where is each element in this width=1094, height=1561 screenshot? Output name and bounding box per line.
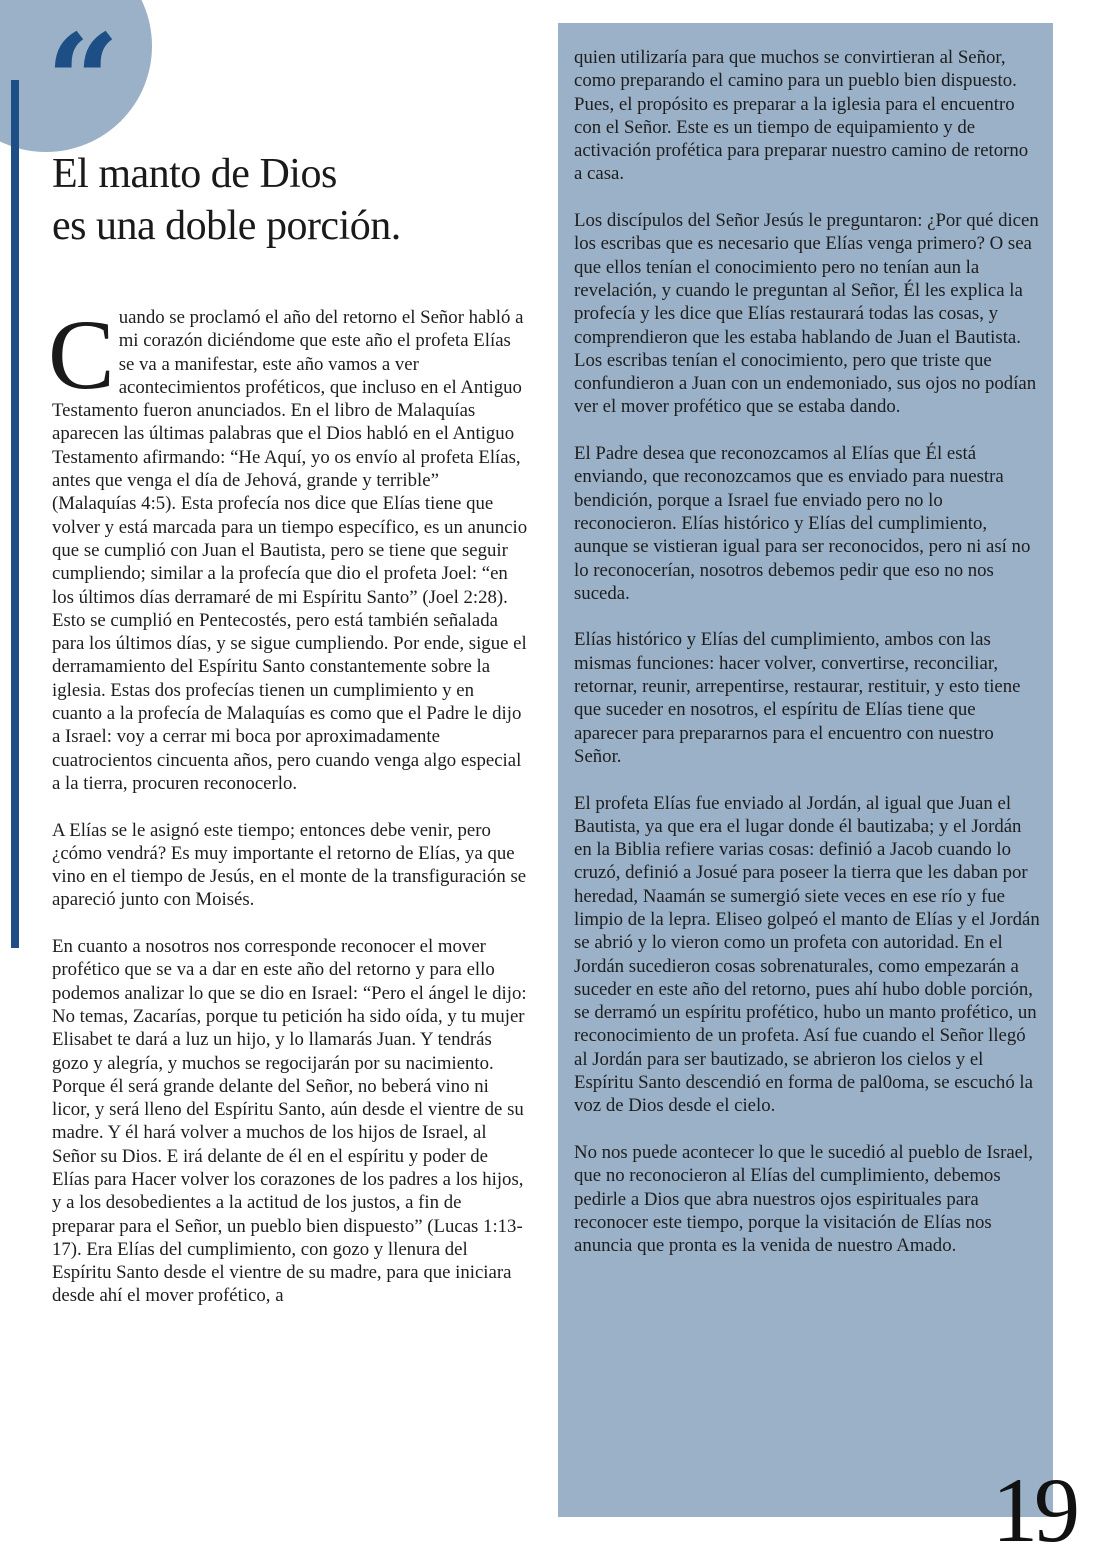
paragraph: En cuanto a nosotros nos corresponde reconocer el mover profético que se va a dar en este año del retorno y para ello podemos analizar lo que se dio en Israel: “Pero el ángel le dijo: No temas, Zacarías, porque tu petición ha sido oída, y tu mujer Elisabet te dará a luz un hijo, y lo llamarás Juan. Y tendrás gozo y alegría, y muchos se regocijarán por su nacimiento. Porque él será grande delante del Señor, no beberá vino ni licor, y será lleno del Espíritu Santo, aún desde el vientre de su madre. Y él hará volver a muchos de los hijos de Israel, al Señor su Dios. E irá delante de él en el espíritu y poder de Elías para Hacer volver los corazones de los padres a los hijos, y a los desobedientes a la actitud de los justos, a fin de preparar para el Señor, un pueblo bien dispuesto” (Lucas 1:13-17). Era Elías del cumplimiento, con gozo y llenura del Espíritu Santo desde el vientre de su madre, para que iniciara desde ahí el mover profético, a	[52, 936, 527, 1307]
paragraph: Elías histórico y Elías del cumplimiento, ambos con las mismas funciones: hacer volver, convertirse, reconciliar, retornar, reunir, arrepentirse, restaurar, restituir, y esto tiene que suceder en nosotros, el espíritu de Elías tiene que aparecer para prepararnos para el encuentro con nuestro Señor.	[574, 629, 1021, 767]
paragraph: A Elías se le asignó este tiempo; entonces debe venir, pero ¿cómo vendrá? Es muy importante el retorno de Elías, ya que vino en el tiempo de Jesús, en el monte de la transfiguración se apareció junto con Moisés.	[52, 819, 527, 911]
accent-vertical-bar	[11, 80, 19, 948]
title-line-2: es una doble porción.	[52, 203, 401, 249]
paragraph: El Padre desea que reconozcamos al Elías que Él está enviando, que reconozcamos que es enviado para nuestra bendición, porque a Israel fue enviado pero no lo reconocieron. Elías histórico y Elías del cumplimiento, aunque se vistieran igual para ser reconocidos, pero ni así no lo reconocerían, nosotros debemos pedir que eso no nos suceda.	[574, 443, 1031, 604]
paragraph-text: uando se proclamó el año del retorno el Señor habló a mi corazón diciéndome que este año el profeta Elías se va a manifestar, este año vamos a ver acontecimientos proféticos, que incluso en el Antiguo Testamento fueron anunciados. En el libro de Malaquías aparecen las últimas palabras que el Dios habló en el Antiguo Testamento afirmando: “He Aquí, yo os envío al profeta Elías, antes que venga el día de Jehová, grande y terrible” (Malaquías 4:5). Esta profecía nos dice que Elías tiene que volver y está marcada para un tiempo específico, es un anuncio que se cumplió con Juan el Bautista, pero se tiene que seguir cumpliendo; similar a la profecía que dio el profeta Joel: “en los últimos días derramaré de mi Espíritu Santo” (Joel 2:28). Esto se cumplió en Pentecostés, pero está también señalada para los últimos días, y se sigue cumpliendo. Por ende, sigue el derramamiento del Espíritu Santo constantemente sobre la iglesia. Estas dos profecías tienen un cumplimiento y en cuanto a la profecía de Malaquías es como que el Padre le dijo a Israel: voy a cerrar mi boca por aproximadamente cuatrocientos cincuenta años, pero cuando venga algo especial a la tierra, procuren reconocerlo.	[52, 307, 528, 794]
title-line-1: El manto de Dios	[52, 151, 337, 197]
paragraph	[48, 299, 528, 795]
quote-mark-icon: “	[46, 7, 114, 157]
paragraph: El profeta Elías fue enviado al Jordán, al igual que Juan el Bautista, ya que era el lugar donde él bautizaba; y el Jordán en la Biblia refiere varias cosas: definió a Jacob cuando lo cruzó, definió a Josué para poseer la tierra que les daban por heredad, Naamán se sumergió siete veces en ese río y fue limpio de la lepra. Eliseo golpeó el manto de Elías y el Jordán se abrió y lo vieron como un profeta con autoridad. En el Jordán sucedieron cosas sobrenaturales, como empezarán a suceder en este año del retorno, pues ahí hubo doble porción, se derramó un espíritu profético, hubo un manto profético, un reconocimiento de un profeta. Así fue cuando el Señor llegó al Jordán para ser bautizado, se abrieron los cielos y el Espíritu Santo descendió en forma de pal0oma, se escuchó la voz de Dios desde el cielo.	[574, 792, 1040, 1117]
left-column	[48, 299, 528, 1331]
paragraph: quien utilizaría para que muchos se convirtieran al Señor, como preparando el camino para un pueblo bien dispuesto. Pues, el propósito es preparar a la iglesia para el encuentro con el Señor. Este es un tiempo de equipamiento y de activación profética para preparar nuestro camino de retorno a casa.	[574, 47, 1029, 185]
paragraph: No nos puede acontecer lo que le sucedió al pueblo de Israel, que no reconocieron al Elías del cumplimiento, debemos pedirle a Dios que abra nuestros ojos espirituales para reconocer este tiempo, porque la visitación de Elías nos anuncia que pronta es la venida de nuestro Amado.	[574, 1141, 1033, 1257]
drop-cap: C	[48, 299, 115, 410]
article-title	[52, 148, 532, 252]
right-column	[574, 46, 1040, 1281]
page-number: 19	[992, 1459, 1076, 1561]
paragraph: Los discípulos del Señor Jesús le preguntaron: ¿Por qué dicen los escribas que es necesario que Elías venga primero? O sea que ellos tenían el conocimiento pero no tenían aun la revelación, y cuando le preguntan al Señor, Él les explica la profecía y les dice que Elías restaurará todas las cosas, y comprendieron que les estaba hablando de Juan el Bautista. Los escribas tenían el conocimiento, pero que triste que confundieron a Juan con un endemoniado, sus ojos no podían ver el mover profético que se estaba dando.	[574, 210, 1039, 418]
